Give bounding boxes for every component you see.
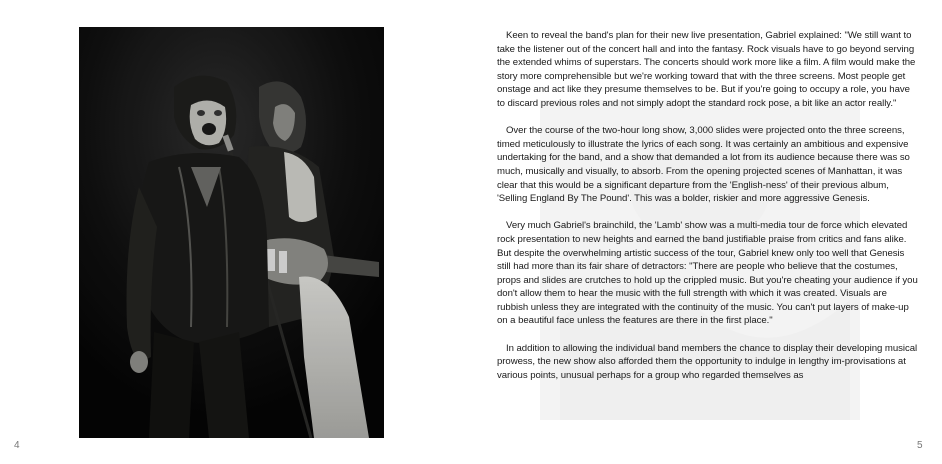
paragraph-2: Over the course of the two-hour long show, 3,000 slides were projected onto the three screens, timed meticulously to illustrate the lyrics of each song. It was certainly an ambitious and expensive undertaking for the band, and a show that demanded a lot from its audience because there was so much, musically and visually, to absorb. From the opening projected scenes of Manhattan, it was clear that this would be a significant departure from the 'English-ness' of their previous album, 'Selling England By The Pound'. This was a bolder, riskier and more aggressive Genesis. [497, 125, 910, 205]
concert-photo-image [79, 27, 384, 438]
page-number-left: 4 [14, 440, 20, 451]
body-text-column [497, 29, 919, 439]
page-number-right: 5 [917, 440, 923, 451]
paragraph-1: Keen to reveal the band's plan for their new live presentation, Gabriel explained: "We still want to take the listener out of the concert hall and into the fantasy. Rock visuals have to go beyond serving the extended whims of superstars. The concerts should work more like a film. A film would make the story more comprehensible but we're working toward that with the three screens. Most people get onstage and act like they presume themselves to be. But if you're going to occupy a role, you have to discard previous roles and not simply adopt the standard rock pose, a bit like an actor really." [497, 30, 916, 109]
paragraph-3: Very much Gabriel's brainchild, the 'Lamb' show was a multi-media tour de force which elevated rock presentation to new heights and earned the band justifiable praise from critics and fans alike. But despite the overwhelming artistic success of the tour, Gabriel knew only too well that Genesis still had more than its fair share of detractors: "There are people who believe that the costumes, props and slides are crutches to hold up the crippled music. But you're cheating your audience if you don't allow them to hear the music with the full strength with which it was created. Visuals are rubbish unless they are integrated with the continuity of the music. You can't put layers of make-up on a beautiful face unless the features are there in the first place." [497, 220, 918, 327]
concert-photo [79, 27, 384, 438]
paragraph-4: In addition to allowing the individual band members the chance to display their developing musical prowess, the new show also afforded them the opportunity to indulge in lengthy im-provisations at various points, unusual perhaps for a group who regarded themselves as [497, 342, 918, 381]
